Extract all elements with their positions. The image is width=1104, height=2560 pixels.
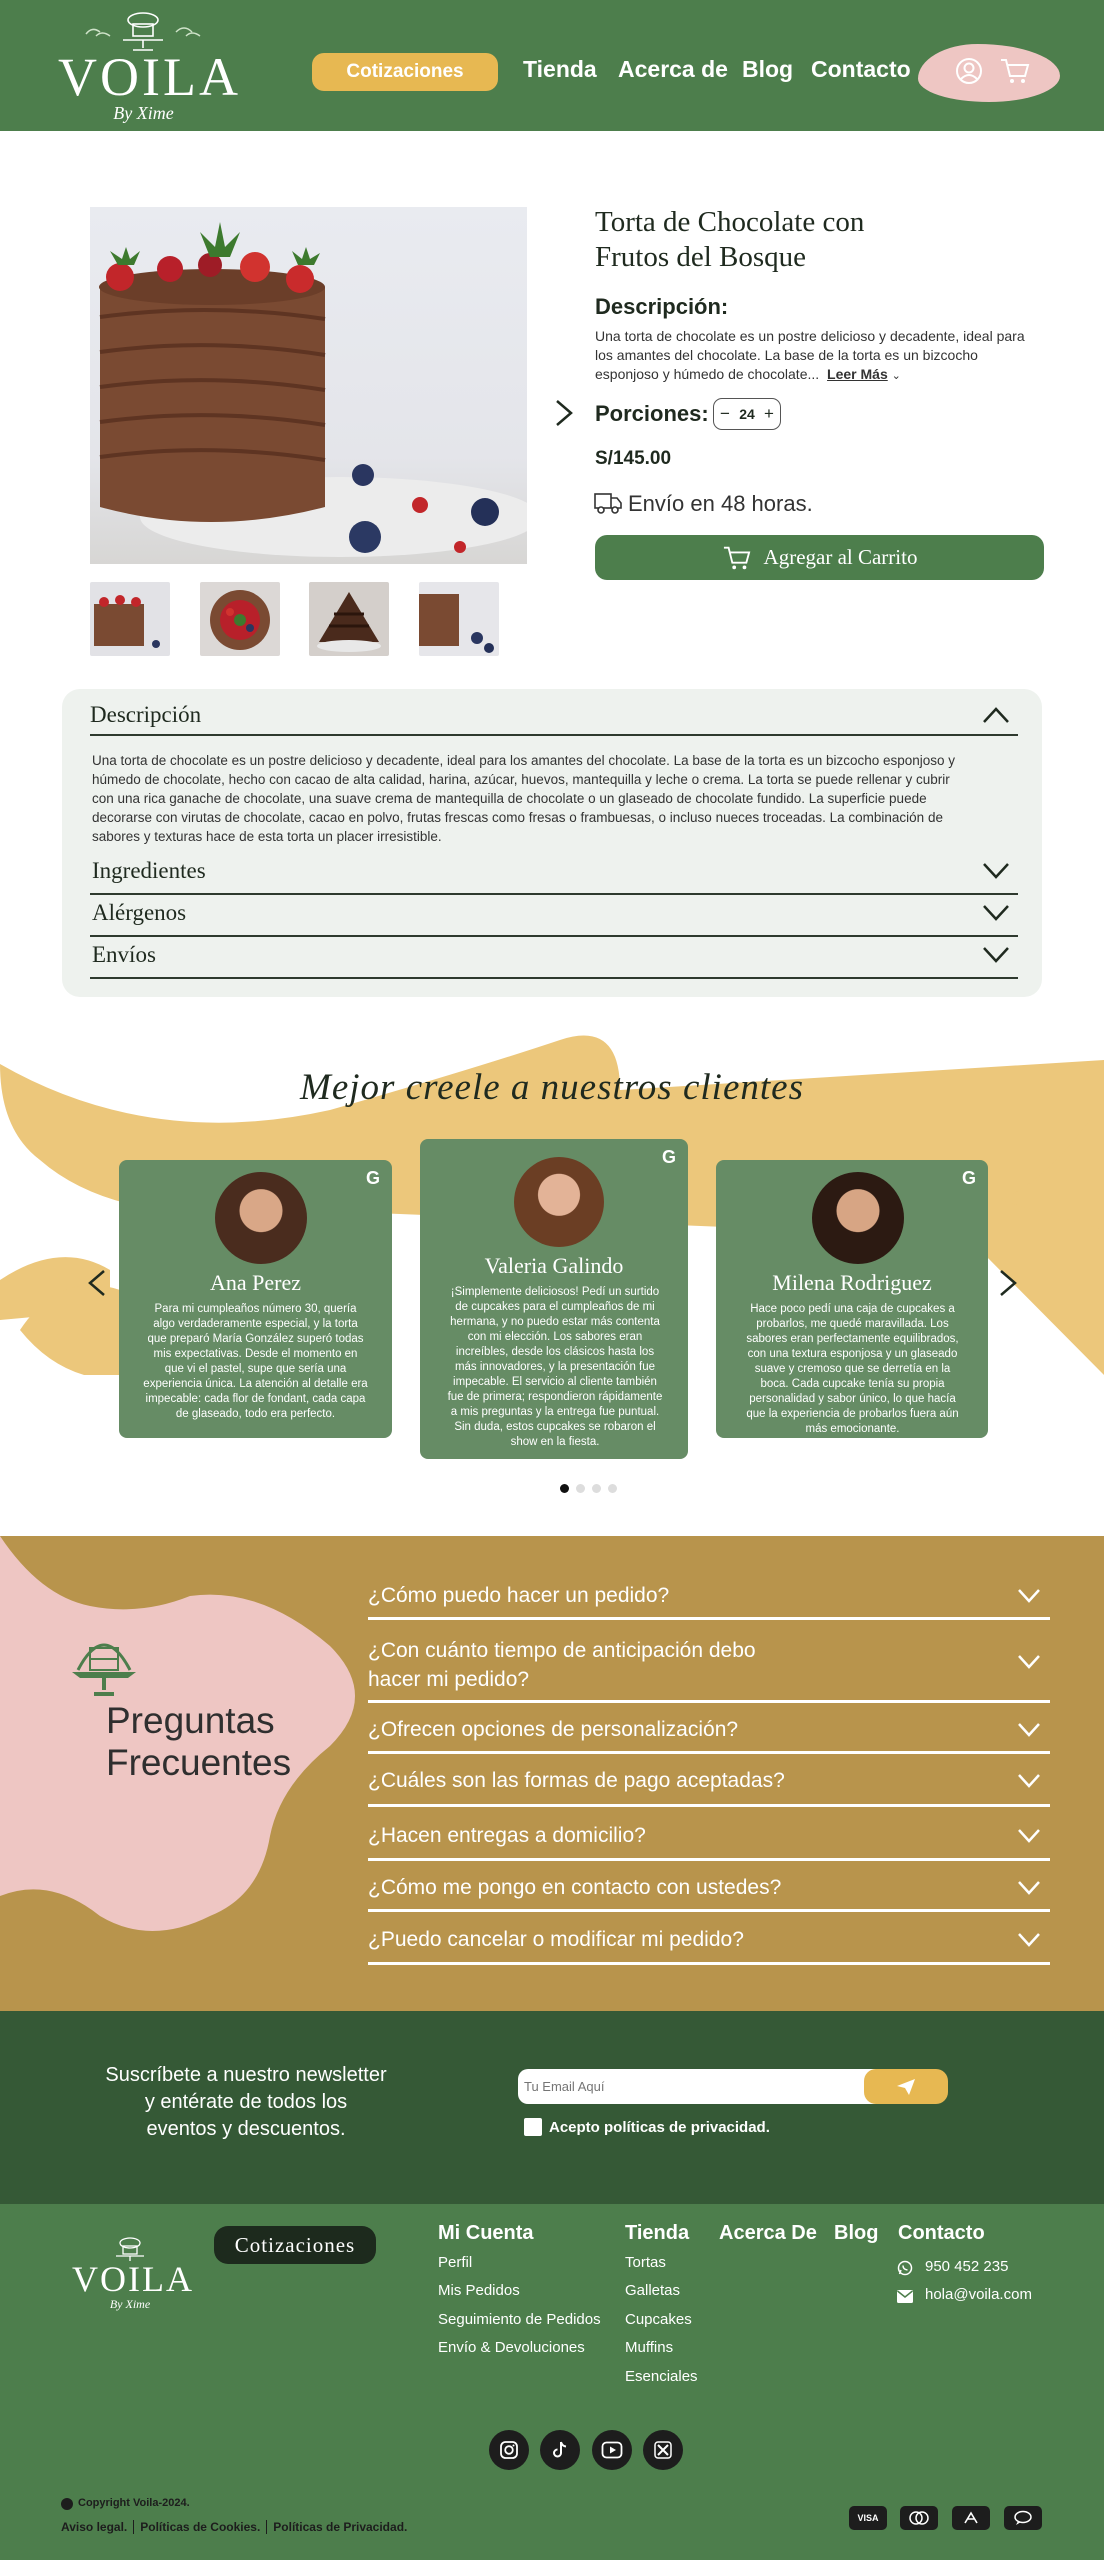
footer-link[interactable]: Envío & Devoluciones <box>438 2339 585 2356</box>
testimonial-card <box>420 1139 688 1459</box>
footer-link[interactable]: Seguimiento de Pedidos <box>438 2311 601 2328</box>
privacy-checkbox[interactable] <box>524 2118 542 2136</box>
add-to-cart-button[interactable] <box>595 535 1044 580</box>
chevron-down-icon[interactable] <box>1017 1722 1041 1738</box>
accordion-title-ingredientes[interactable]: Ingredientes <box>92 858 206 883</box>
faq-question[interactable]: ¿Ofrecen opciones de personalización? <box>368 1718 739 1741</box>
visa-icon: VISA <box>849 2506 887 2530</box>
footer-tienda-heading[interactable]: Tienda <box>625 2222 690 2244</box>
chevron-up-icon[interactable] <box>982 705 1010 725</box>
logo[interactable] <box>56 10 241 125</box>
accordion-divider <box>90 893 1018 895</box>
faq-title <box>106 1700 291 1784</box>
carousel-dot[interactable] <box>576 1484 585 1493</box>
testimonial-card <box>119 1160 392 1438</box>
faq-question[interactable]: ¿Hacen entregas a domicilio? <box>368 1824 646 1847</box>
carousel-dot[interactable] <box>608 1484 617 1493</box>
tiktok-icon[interactable] <box>540 2430 580 2470</box>
newsletter-text-line1: Suscríbete a nuestro newsletter <box>105 2064 387 2086</box>
product-title <box>595 205 1044 275</box>
faq-question[interactable]: ¿Con cuánto tiempo de anticipación debo hacer mi pedido? <box>368 1639 756 1691</box>
footer-logo-wordmark: VOILA <box>72 2259 194 2299</box>
nav-contacto[interactable]: Contacto <box>811 56 911 82</box>
quantity-stepper[interactable] <box>713 398 781 430</box>
chat-icon <box>1004 2506 1042 2530</box>
accordion-title-alergenos[interactable]: Alérgenos <box>92 900 187 925</box>
x-icon[interactable] <box>643 2430 683 2470</box>
cart-icon[interactable] <box>999 56 1031 86</box>
footer-link[interactable]: Muffins <box>625 2339 674 2356</box>
mastercard-icon <box>900 2506 938 2530</box>
newsletter-text-line2: y entérate de todos los <box>144 2091 348 2113</box>
copyright-text: Copyright Voila-2024. <box>78 2497 190 2509</box>
legal-separator <box>133 2520 134 2534</box>
nav-acerca-de[interactable]: Acerca de <box>618 56 728 82</box>
whatsapp-icon <box>897 2260 913 2276</box>
faq-title-line2: Frecuentes <box>106 1742 292 1783</box>
cart-icon <box>722 544 752 572</box>
legal-links <box>61 2520 407 2534</box>
testimonial-text: ¡Simplemente deliciosos! Pedí un surtido de cupcakes para el cumpleaños de mi hermana, y no puedo estar más contenta con mi elección. Los sabores eran increíbles, desde los clásicos hasta los más innovadores, y la presentación fue impecable. El servicio al cliente también fue de primera; respondieron rápidamente a mis preguntas y la entrega fue puntual. Sin duda, estos cupcakes se robaron el show en la fiesta. <box>447 1286 663 1448</box>
carousel-prev-arrow[interactable] <box>86 1268 108 1298</box>
description-text <box>595 327 1035 386</box>
faq-divider <box>368 1617 1050 1620</box>
next-image-arrow[interactable] <box>553 398 575 428</box>
carousel-dot[interactable] <box>592 1484 601 1493</box>
accordion-divider <box>90 935 1018 937</box>
footer-mi-cuenta-heading: Mi Cuenta <box>438 2222 534 2244</box>
google-icon: G <box>365 1168 380 1188</box>
description-heading: Descripción: <box>595 294 729 319</box>
portions-label: Porciones: <box>595 401 709 426</box>
read-more-label: Leer Más <box>827 366 888 382</box>
youtube-icon[interactable] <box>592 2430 632 2470</box>
portions-value: 24 <box>739 406 755 422</box>
faq-divider <box>368 1700 1050 1703</box>
cake-stand-icon <box>68 1618 140 1698</box>
aviso-legal-link[interactable]: Aviso legal. <box>61 2520 128 2534</box>
faq-question[interactable]: ¿Cómo puedo hacer un pedido? <box>368 1584 670 1607</box>
price: S/145.00 <box>595 448 672 469</box>
truck-icon <box>593 490 623 516</box>
accordion-title-descripcion[interactable]: Descripción <box>90 702 202 727</box>
footer-link[interactable]: Mis Pedidos <box>438 2282 520 2299</box>
thumbnail-4[interactable] <box>419 582 499 656</box>
footer-link[interactable]: Tortas <box>625 2254 666 2271</box>
testimonials-heading: Mejor creele a nuestros clientes <box>300 1067 804 1108</box>
newsletter-email-input[interactable] <box>518 2069 890 2104</box>
chevron-down-icon[interactable] <box>1017 1773 1041 1789</box>
shipping-text: Envío en 48 horas. <box>628 491 813 516</box>
chevron-down-icon[interactable] <box>1017 1828 1041 1844</box>
newsletter-text-line3: eventos y descuentos. <box>146 2118 346 2140</box>
legal-separator <box>266 2520 267 2534</box>
chevron-down-icon[interactable] <box>1017 1588 1041 1604</box>
footer-blog[interactable]: Blog <box>834 2222 879 2244</box>
chevron-down-icon[interactable] <box>982 945 1010 965</box>
carousel-next-arrow[interactable] <box>997 1268 1019 1298</box>
faq-divider <box>368 1962 1050 1965</box>
faq-divider <box>368 1858 1050 1861</box>
nav-tienda[interactable]: Tienda <box>523 56 597 82</box>
instagram-icon[interactable] <box>489 2430 529 2470</box>
add-to-cart-label: Agregar al Carrito <box>763 545 918 569</box>
testimonial-text: Hace poco pedí una caja de cupcakes a probarlos, me quedé maravillada. Los sabores eran perfectamente equilibrados, con una textura esponjosa y un glaseado suave y cremoso que se derretía en la boca. Cada cupcake tenía su propia personalidad y sabor único, lo que hacía que la experiencia de probarlos fuera aún más emocionante. <box>746 1303 959 1435</box>
logo-subtitle: By Xime <box>113 103 174 123</box>
chevron-down-icon[interactable] <box>982 861 1010 881</box>
read-more-link[interactable] <box>827 366 888 382</box>
footer-link[interactable]: Esenciales <box>625 2368 698 2385</box>
nav-blog[interactable]: Blog <box>742 56 794 82</box>
chevron-down-icon[interactable] <box>982 903 1010 923</box>
testimonial-name: Milena Rodriguez <box>772 1270 932 1295</box>
copyright-icon <box>61 2498 73 2510</box>
send-icon <box>896 2078 916 2096</box>
product-title-line2: Frutos del Bosque <box>595 241 807 273</box>
avatar <box>514 1157 604 1247</box>
privacy-link[interactable]: Políticas de Privacidad. <box>273 2520 408 2534</box>
accordion-description-body: Una torta de chocolate es un postre delicioso y decadente, ideal para los amantes del chocolate. La base de la torta es un bizcocho esponjoso y húmedo de chocolate, hecho con cacao de alta calidad, harina, azúcar, huevos, mantequilla y leche o crema. La torta se puede rellenar y cubrir con una rica ganache de chocolate, una suave crema de mantequilla de chocolate o un glaseado de chocolate fundido. La superficie puede decorarse con virutas de chocolate, cacao en polvo, frutas frescas como fresas o frambuesas, o incluso nueces troceadas. La combinación de sabores y texturas hace de esta torta un placer irresistible. <box>92 753 956 844</box>
footer-acerca-de[interactable]: Acerca De <box>719 2222 817 2244</box>
chevron-down-icon: ⌄ <box>891 370 901 382</box>
testimonial-card <box>716 1160 988 1438</box>
user-icon[interactable] <box>954 56 984 86</box>
product-title-line1: Torta de Chocolate con <box>595 206 865 238</box>
chevron-down-icon[interactable] <box>1017 1932 1041 1948</box>
faq-question[interactable]: ¿Puedo cancelar o modificar mi pedido? <box>368 1928 744 1951</box>
newsletter-text <box>100 2062 392 2143</box>
avatar <box>215 1172 307 1264</box>
carousel-dot-active[interactable] <box>560 1484 569 1493</box>
footer-email[interactable]: hola@voila.com <box>925 2286 1032 2303</box>
chevron-down-icon[interactable] <box>1017 1880 1041 1896</box>
footer-contacto-heading: Contacto <box>898 2222 985 2244</box>
footer-cotizaciones-button[interactable]: Cotizaciones <box>214 2226 376 2264</box>
footer-logo-subtitle: By Xime <box>109 2297 151 2311</box>
faq-title-line1: Preguntas <box>106 1700 275 1741</box>
product-main-image <box>90 207 527 564</box>
privacy-label: Acepto políticas de privacidad. <box>549 2119 770 2136</box>
logo-wordmark: VOILA <box>58 47 241 107</box>
chevron-down-icon[interactable] <box>1017 1654 1041 1670</box>
testimonial-name: Ana Perez <box>209 1270 301 1295</box>
thumbnail-3[interactable] <box>309 582 389 656</box>
footer-link[interactable]: Perfil <box>438 2254 473 2271</box>
thumbnail-1[interactable] <box>90 582 170 656</box>
accordion-divider <box>90 734 1018 736</box>
footer-link[interactable]: Galletas <box>625 2282 681 2299</box>
pagoefectivo-icon <box>952 2506 990 2530</box>
footer-link[interactable]: Cupcakes <box>625 2311 692 2328</box>
faq-question[interactable]: ¿Cómo me pongo en contacto con ustedes? <box>368 1876 782 1899</box>
google-icon: G <box>961 1168 976 1188</box>
carousel-dots <box>560 1484 620 1494</box>
footer-logo[interactable] <box>72 2236 194 2316</box>
faq-divider <box>368 1751 1050 1754</box>
newsletter-submit-button[interactable] <box>864 2069 948 2104</box>
google-icon: G <box>661 1147 676 1167</box>
faq-divider <box>368 1909 1050 1912</box>
avatar <box>812 1172 904 1264</box>
testimonial-name: Valeria Galindo <box>484 1253 624 1278</box>
footer-phone[interactable]: 950 452 235 <box>925 2258 1009 2275</box>
accordion-divider <box>90 977 1018 979</box>
cotizaciones-button[interactable]: Cotizaciones <box>312 53 498 91</box>
faq-question[interactable]: ¿Cuáles son las formas de pago aceptadas? <box>368 1769 785 1792</box>
cookies-link[interactable]: Políticas de Cookies. <box>140 2520 261 2534</box>
minus-icon[interactable]: − <box>720 404 730 423</box>
mail-icon <box>897 2290 913 2303</box>
plus-icon[interactable]: + <box>764 404 774 423</box>
thumbnail-2[interactable] <box>200 582 280 656</box>
accordion-title-envios[interactable]: Envíos <box>92 942 156 967</box>
faq-divider <box>368 1804 1050 1807</box>
testimonial-text: Para mi cumpleaños número 30, quería algo verdaderamente especial, y la torta que preparó María González superó todas mis expectativas. Desde el momento en que vi el pastel, supe que sería una experiencia única. La atención al detalle era impecable: cada flor de fondant, cada capa de glaseado, todo era perfecto. <box>143 1303 368 1420</box>
description-snippet: Una torta de chocolate es un postre delicioso y decadente, ideal para los amantes del chocolate. La base de la torta es un bizcocho esponjoso y húmedo de chocolate... <box>595 328 1025 382</box>
